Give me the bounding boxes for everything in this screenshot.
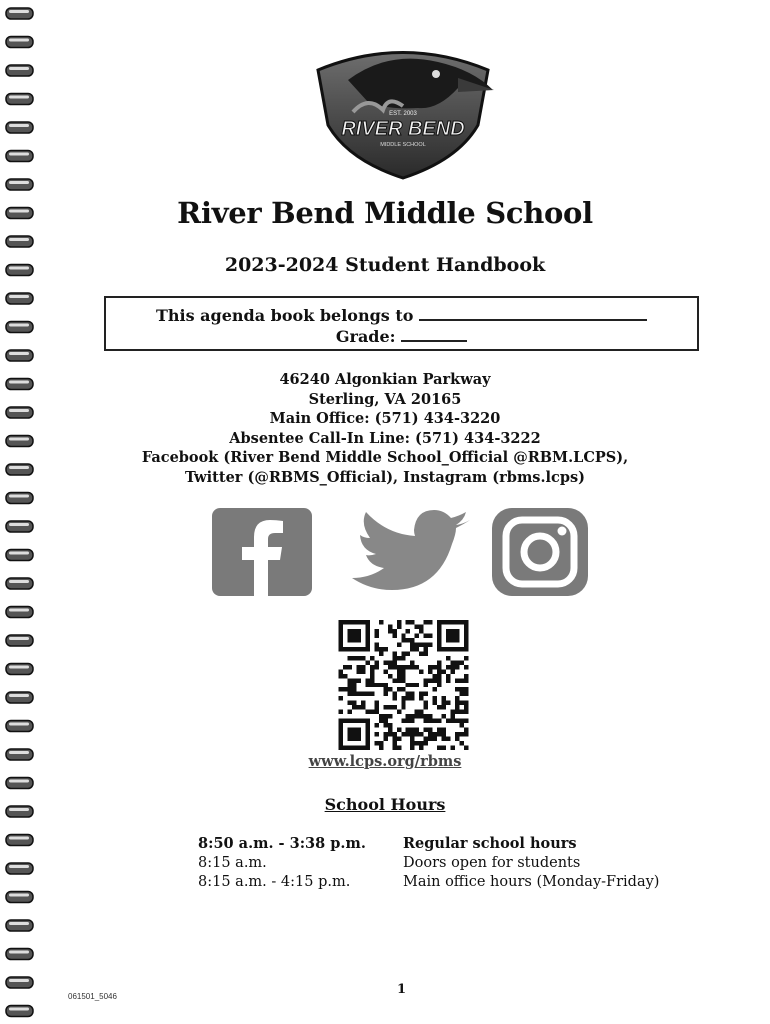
twitter-icon[interactable] <box>348 508 472 596</box>
instagram-icon[interactable] <box>490 508 590 596</box>
hours-row <box>198 854 659 874</box>
document-code: 061501_5046 <box>68 992 117 1001</box>
spiral-ring <box>6 835 33 846</box>
spiral-ring <box>6 664 33 675</box>
spiral-ring <box>6 236 33 247</box>
spiral-ring <box>6 293 33 304</box>
logo-wordmark: RIVER BEND <box>341 118 465 140</box>
grade-line[interactable] <box>401 326 467 342</box>
spiral-ring <box>6 151 33 162</box>
spiral-ring <box>6 778 33 789</box>
hours-time: 8:15 a.m. <box>198 854 267 871</box>
spiral-ring <box>6 65 33 76</box>
spiral-ring <box>6 322 33 333</box>
spiral-ring <box>6 179 33 190</box>
hours-description: Regular school hours <box>403 835 577 852</box>
contact-block <box>0 370 770 487</box>
address-line-2: Sterling, VA 20165 <box>308 390 462 408</box>
spiral-ring <box>6 1006 33 1017</box>
hours-time: 8:15 a.m. - 4:15 p.m. <box>198 874 351 890</box>
spiral-ring <box>6 892 33 903</box>
spiral-binding <box>0 0 40 1024</box>
logo-subtext: MIDDLE SCHOOL <box>380 142 426 148</box>
spiral-ring <box>6 578 33 589</box>
hours-description: Doors open for students <box>403 854 581 871</box>
spiral-ring <box>6 920 33 931</box>
spiral-ring <box>6 607 33 618</box>
facebook-icon[interactable] <box>212 508 312 596</box>
main-office-phone: Main Office: (571) 434-3220 <box>269 410 501 427</box>
spiral-ring <box>6 977 33 988</box>
spiral-ring <box>6 37 33 48</box>
spiral-ring <box>6 721 33 732</box>
qr-code[interactable] <box>331 620 476 750</box>
spiral-ring <box>6 521 33 532</box>
spiral-ring <box>6 94 33 105</box>
spiral-ring <box>6 949 33 960</box>
absentee-phone: Absentee Call-In Line: (571) 434-3222 <box>229 429 541 447</box>
school-hours-title: School Hours <box>324 795 446 814</box>
hours-row <box>198 834 659 854</box>
spiral-ring <box>6 863 33 874</box>
spiral-ring <box>6 550 33 561</box>
hours-description: Main office hours (Monday-Friday) <box>403 874 660 890</box>
spiral-ring <box>6 350 33 361</box>
school-name: River Bend Middle School <box>177 196 593 230</box>
handbook-title: 2023-2024 Student Handbook <box>224 254 546 276</box>
school-hours-table <box>198 834 659 893</box>
spiral-ring <box>6 692 33 703</box>
facebook-handle: Facebook (River Bend Middle School_Official @RBM.LCPS), <box>141 449 629 466</box>
spiral-ring <box>6 493 33 504</box>
hours-row <box>198 873 659 893</box>
hours-time: 8:50 a.m. - 3:38 p.m. <box>198 835 366 852</box>
agenda-owner-box <box>104 296 699 351</box>
website-link[interactable]: www.lcps.org/rbms <box>308 753 462 770</box>
spiral-ring <box>6 635 33 646</box>
grade-label: Grade: <box>335 327 396 346</box>
owner-name-line[interactable] <box>419 305 647 321</box>
belongs-label: This agenda book belongs to <box>155 306 414 325</box>
address-line-1: 46240 Algonkian Parkway <box>279 371 491 388</box>
twitter-instagram-handles: Twitter (@RBMS_Official), Instagram (rbms.lcps) <box>184 468 585 486</box>
school-logo <box>308 40 498 180</box>
spiral-ring <box>6 8 33 19</box>
logo-est: EST. 2003 <box>389 111 417 117</box>
spiral-ring <box>6 122 33 133</box>
page-number: 1 <box>397 982 407 997</box>
